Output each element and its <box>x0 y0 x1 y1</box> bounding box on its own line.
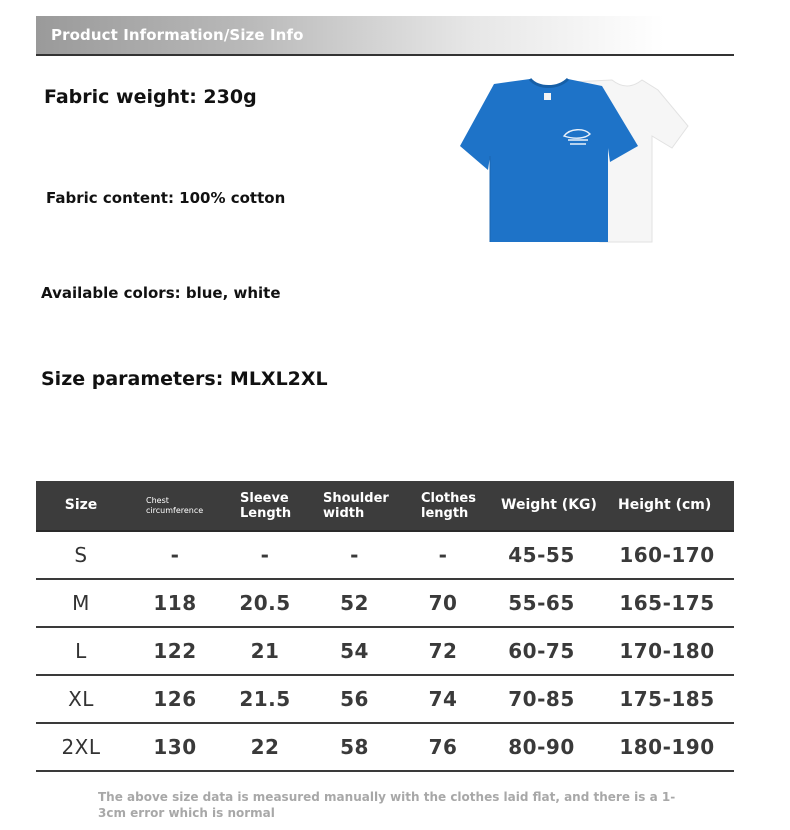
cell-size: L <box>36 627 126 675</box>
cell-shoulder: - <box>306 531 403 579</box>
cell-sleeve: 21.5 <box>224 675 306 723</box>
cell-size: XL <box>36 675 126 723</box>
table-row <box>36 723 734 771</box>
cell-weight: 55-65 <box>483 579 600 627</box>
measurement-footnote: The above size data is measured manually with the clothes laid flat, and there is a 1-3cm error which is normal <box>98 790 676 820</box>
cell-chest: 130 <box>126 723 224 771</box>
cell-height: 170-180 <box>600 627 734 675</box>
tshirt-product-image <box>452 74 692 248</box>
cell-sleeve: 21 <box>224 627 306 675</box>
cell-chest: 122 <box>126 627 224 675</box>
size-parameters-text: Size parameters: MLXL2XL <box>41 368 328 390</box>
fabric-content-text: Fabric content: 100% cotton <box>46 189 286 207</box>
header-height: Height (cm) <box>600 481 734 531</box>
cell-sleeve: 22 <box>224 723 306 771</box>
section-header <box>36 16 734 54</box>
cell-sleeve: 20.5 <box>224 579 306 627</box>
section-title: Product Information/Size Info <box>51 26 304 44</box>
cell-chest: 118 <box>126 579 224 627</box>
header-sleeve: Sleeve Length <box>224 481 306 531</box>
header-shoulder: Shoulder width <box>306 481 403 531</box>
cell-weight: 45-55 <box>483 531 600 579</box>
header-clothes: Clothes length <box>403 481 483 531</box>
header-divider <box>36 54 734 56</box>
cell-sleeve: - <box>224 531 306 579</box>
cell-clothes: 72 <box>403 627 483 675</box>
cell-chest: - <box>126 531 224 579</box>
header-size: Size <box>36 481 126 531</box>
cell-weight: 70-85 <box>483 675 600 723</box>
cell-size: 2XL <box>36 723 126 771</box>
cell-clothes: - <box>403 531 483 579</box>
table-row <box>36 627 734 675</box>
cell-height: 165-175 <box>600 579 734 627</box>
cell-weight: 60-75 <box>483 627 600 675</box>
cell-height: 180-190 <box>600 723 734 771</box>
cell-height: 175-185 <box>600 675 734 723</box>
cell-weight: 80-90 <box>483 723 600 771</box>
cell-clothes: 70 <box>403 579 483 627</box>
cell-height: 160-170 <box>600 531 734 579</box>
cell-shoulder: 52 <box>306 579 403 627</box>
header-weight: Weight (KG) <box>483 481 600 531</box>
cell-size: S <box>36 531 126 579</box>
fabric-weight-text: Fabric weight: 230g <box>44 86 257 108</box>
cell-clothes: 76 <box>403 723 483 771</box>
header-chest: Chest circumference <box>126 481 224 531</box>
cell-chest: 126 <box>126 675 224 723</box>
cell-shoulder: 56 <box>306 675 403 723</box>
table-row <box>36 579 734 627</box>
available-colors-text: Available colors: blue, white <box>41 284 281 302</box>
table-header-row <box>36 481 734 531</box>
size-chart-table <box>36 481 734 772</box>
table-row <box>36 675 734 723</box>
table-row <box>36 531 734 579</box>
cell-shoulder: 58 <box>306 723 403 771</box>
cell-clothes: 74 <box>403 675 483 723</box>
cell-shoulder: 54 <box>306 627 403 675</box>
cell-size: M <box>36 579 126 627</box>
